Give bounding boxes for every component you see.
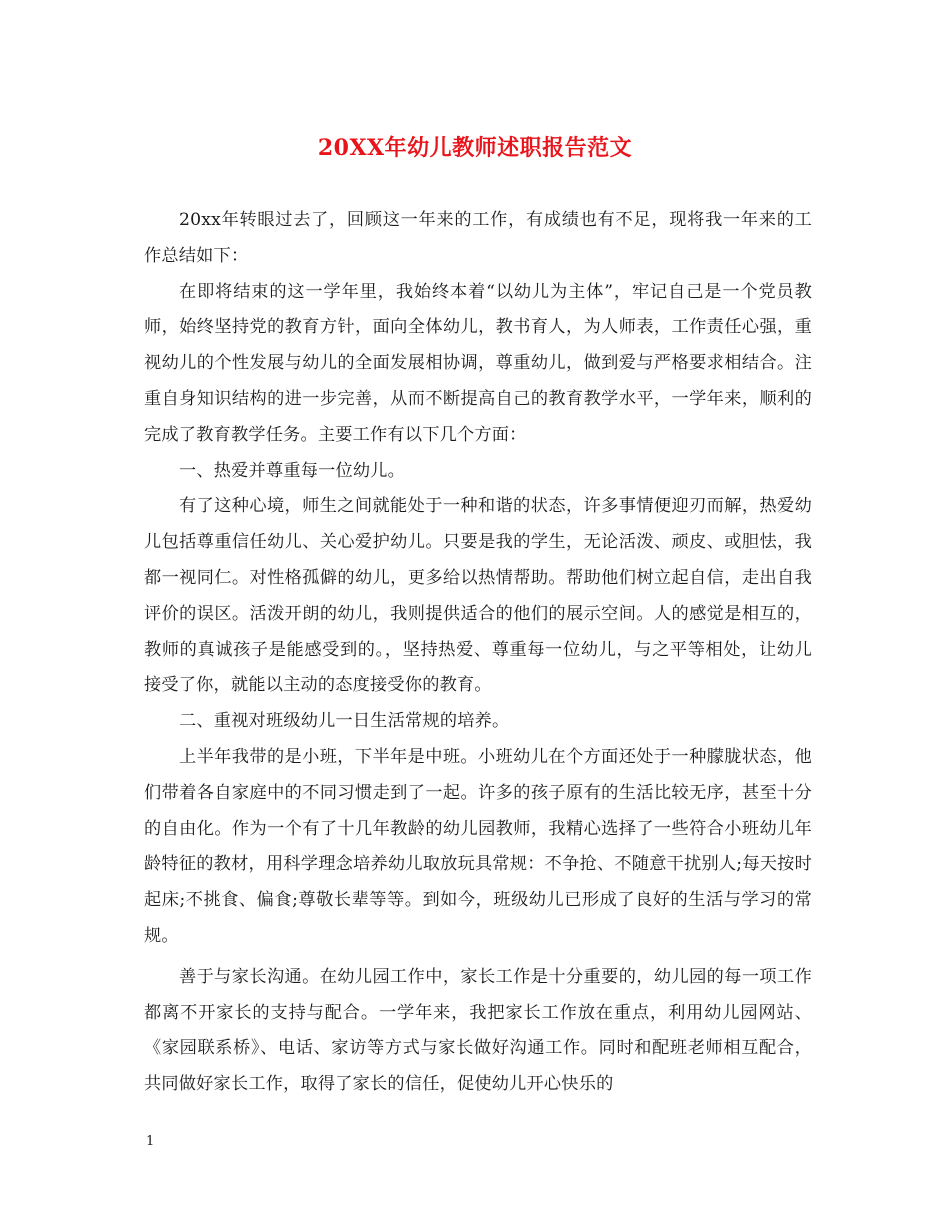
paragraph-intro: 20xx年转眼过去了，回顾这一年来的工作，有成绩也有不足，现将我一年来的工作总结如下： (144, 210, 812, 266)
document-body (144, 203, 812, 1103)
paragraph-section-2: 上半年我带的是小班，下半年是中班。小班幼儿在个方面还处于一种朦胧状态，他们带着各自家庭中的不同习惯走到了一起。许多的孩子原有的生活比较无序，甚至十分的自由化。作为一个有了十几年教龄的幼儿园教师，我精心选择了一些符合小班幼儿年龄特征的教材，用科学理念培养幼儿取放玩具常规：不争抢、不随意干扰别人;每天按时起床;不挑食、偏食;尊敬长辈等等。到如今，班级幼儿已形成了良好的生活与学习的常规。 (144, 746, 812, 946)
page-number: 1 (146, 1134, 155, 1149)
section-heading-1: 一、热爱并尊重每一位幼儿。 (179, 460, 406, 481)
paragraph-parents: 善于与家长沟通。在幼儿园工作中，家长工作是十分重要的，幼儿园的每一项工作都离不开家长的支持与配合。一学年来，我把家长工作放在重点，利用幼儿园网站、《家园联系桥》、电话、家访等方式与家长做好沟通工作。同时和配班老师相互配合，共同做好家长工作，取得了家长的信任，促使幼儿开心快乐的 (144, 966, 812, 1095)
section-heading-2: 二、重视对班级幼儿一日生活常规的培养。 (179, 711, 510, 732)
document-title: 20XX年幼儿教师述职报告范文 (317, 135, 633, 161)
paragraph-summary: 在即将结束的这一学年里，我始终本着“以幼儿为主体”，牢记自己是一个党员教师，始终坚持党的教育方针，面向全体幼儿，教书育人，为人师表，工作责任心强，重视幼儿的个性发展与幼儿的全面发展相协调，尊重幼儿，做到爱与严格要求相结合。注重自身知识结构的进一步完善，从而不断提高自己的教育教学水平，一学年来，顺利的完成了教育教学任务。主要工作有以下几个方面： (144, 281, 812, 445)
paragraph-section-1: 有了这种心境，师生之间就能处于一种和谐的状态，许多事情便迎刃而解，热爱幼儿包括尊重信任幼儿、关心爱护幼儿。只要是我的学生，无论活泼、顽皮、或胆怯，我都一视同仁。对性格孤僻的幼儿，更多给以热情帮助。帮助他们树立起自信，走出自我评价的误区。活泼开朗的幼儿，我则提供适合的他们的展示空间。人的感觉是相互的，教师的真诚孩子是能感受到的。，坚持热爱、尊重每一位幼儿，与之平等相处，让幼儿接受了你，就能以主动的态度接受你的教育。 (144, 496, 812, 696)
